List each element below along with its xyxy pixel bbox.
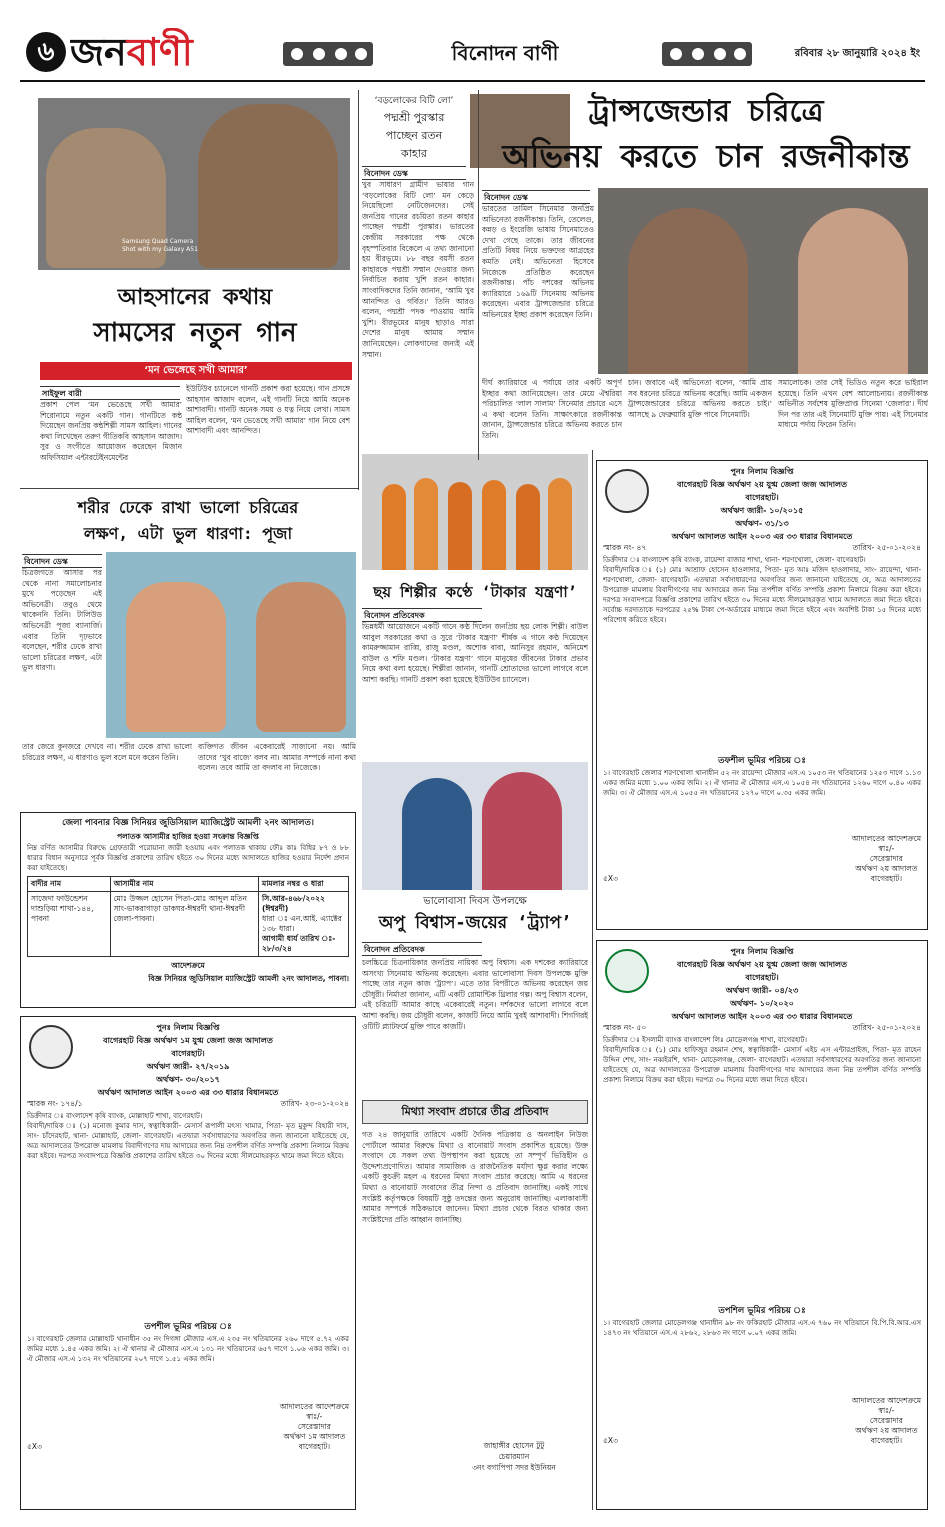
headline-trap-2: অপু বিশ্বাস-জয়ের ‘ট্র্যাপ’	[378, 913, 572, 933]
auction-notice-3	[596, 940, 928, 1510]
film-reel-icon	[283, 42, 373, 66]
sign-line: আদালতের আদেশক্রমে	[851, 1396, 921, 1405]
notice-court: বাগেরহাট বিজ্ঞ অর্থঋণ ২য় যুগ্ম জেলা জজ আদালত	[677, 960, 847, 969]
photo-person	[548, 478, 572, 570]
article-body-rajini-3: চান। জবাবে এই অভিনেতা বলেন, ‘আমি প্রায় সব ধরনের চরিত্রে অভিনয় করেছি। আমি একজন ট্রান্সজেন্ডারের চরিত্রে অভিনয় করতে চাই।’ আসছে ৯ ফেব্রুয়ারি মুক্তি পাবে সিনেমাটি।	[628, 378, 772, 419]
article-body-puja-1: চিত্রজগতে আসার পর থেকে নানা সমালোচনার মুখে পড়েছেন এই অভিনেত্রী। তবুও থেমে থাকেননি তিনি। টালিউড অভিনেত্রী পূজা ব্যানার্জি। এবার তিনি দৃঢ়ভাবে বলেছেন, শরীর ঢেকে রাখা ভালো চরিত্রের লক্ষণ, এটা ভুল ধারণা।	[22, 568, 102, 673]
case-execution: অর্থঋণ জারী- ১০/২০১৫	[720, 506, 804, 515]
notice-lead: নিম্ন বর্ণিত আসামীর বিরুদ্ধে গ্রেফতারী পরোয়ানা জারী হওয়ায় এবং পলাতক থাকায় ফৌঃ কাঃ বিধির ৮৭ ও ৮৮ ধারার বিধান অনুসারে পূর্বক বিজ্ঞপ্তি প্রকাশের তারিখ হইতে ৩০ দিনের মধ্যে আদালতে হাজির হওয়ার নির্দেশ প্রদান করা যাইতেছে।	[27, 844, 349, 872]
sign-line: বাগেরহাট।	[870, 874, 903, 883]
auction-notice-1	[596, 460, 928, 930]
article-body-trap: চলচ্চিত্রে চিত্রনায়িকার জনপ্রিয় নায়িকা অপু বিশ্বাস। এক দশকের ক্যারিয়ারে অসংখ্য সিনেমায় অভিনয় করেছেন। এবার ভালোবাসা দিবস উপলক্ষে মুক্তি পাচ্ছে তার নতুন কাজ ‘ট্র্যাপ’। এতে তার বিপরীতে অভিনয় করেছেন জয় চৌধুরী। নির্মাতা জানান, এটি একটি রোমান্টিক থ্রিলার গল্প। অপু বিশ্বাস বলেন, এই চরিত্রটি আমার কাছে একেবারেই নতুন। দর্শকদের ভালো লাগবে বলে আশা করছি। জয় চৌধুরী বলেন, কাজটি নিয়ে আমি খুবই আশাবাদী। শিগগিরই ওটিটি প্ল্যাটফর্মে মুক্তি পাবে কাজটি।	[362, 958, 588, 1031]
notice-body: বিবাদী/দায়িক ঃ (১) মোঃ আশ্রাফ হোসেন হাওলাদার, পিতা- মৃত আঃ মজিদ হাওলাদার, সাং- রায়েন্দা, থানা- শরণখোলা, জেলা- বাগেরহাট। এতদ্বারা সর্বসাধারণের অবগতির জন্য জানানো যাইতেছে যে, অত্র আদালতের উপরোক্ত মামলায় বিবাদীগণের দায় আদায়ের জন্য নিম্ন তপশীল বর্ণিত সম্পত্তি প্রকাশ্য নিলামে বিক্রয় করা হইবে। দরপত্র সংবাদপত্রে বিজ্ঞপ্তি প্রকাশের তারিখ হইতে ৩০ দিনের মধ্যে সীলমোহরকৃত খামে আদালতে জমা দিতে হইবে। সর্বোচ্চ দরদাতাকে দরপত্রের ২৫% টাকা পে-অর্ডারের মাধ্যমে জমা দিতে হইবে এবং অবশিষ্ট টাকা ১৫ দিনের মধ্যে পরিশোধ করিতে হইবে।	[603, 566, 921, 624]
court-seal-icon	[29, 1025, 73, 1069]
article-body-rajini-2: দীর্ঘ ক্যারিয়ারে এ পর্যায়ে তার একটি অপূর্ণ ইচ্ছার কথা জানিয়েছেন। তার মেয়ে ঐশ্বরিয়া পরিচালিত ‘লাল সালাম’ সিনেমার প্রচারে এসে এ কথা বলেন তিনি। সাক্ষাৎকারে রজনীকান্ত জানান, ট্রান্সজেন্ডার চরিত্রে অভিনয় করতে চান তিনি।	[482, 378, 622, 440]
notice-body: বিবাদী/দায়িক ঃ (১) মোঃ হাফিজুর রহমান শেখ, স্বত্বাধিকারী- মেসার্স এইচ এস এন্টারপ্রাইজ, পিতা- মৃত রাহেন উদ্দিন শেখ, সাং- নব্বইরশি, থানা- মোড়েলগঞ্জ, জেলা- বাগেরহাট। এতদ্বারা সর্বসাধারণের অবগতির জন্য জানানো যাইতেছে যে, অত্র আদালতের উপরোক্ত মামলায় বিবাদীগণের দায় আদায়ের জন্য নিম্ন তপশীল বর্ণিত সম্পত্তি প্রকাশ্য নিলামে বিক্রয় করা হইবে। দরপত্র ৩০ দিনের মধ্যে জমা দিতে হইবে।	[603, 1046, 921, 1084]
story-photo-puja	[106, 552, 356, 738]
notice-place: বাগেরহাট।	[745, 493, 779, 502]
photo-person	[198, 104, 338, 268]
photo-person	[482, 772, 562, 890]
photo-person	[402, 778, 472, 890]
article-body-protest: গত ২৪ জানুয়ারি তারিখে একটি দৈনিক পত্রিকায় ও অনলাইন নিউজ পোর্টালে আমার বিরুদ্ধে মিথ্যা ও বানোয়াট সংবাদ প্রকাশিত হয়েছে। উক্ত সংবাদে যে সকল তথ্য উপস্থাপন করা হয়েছে তা সম্পূর্ণ ভিত্তিহীন ও উদ্দেশ্যপ্রণোদিত। আমার সামাজিক ও রাজনৈতিক মর্যাদা ক্ষুণ্ণ করার লক্ষ্যে একটি কুচক্রী মহল এ ধরনের মিথ্যা সংবাদ প্রচার করেছে। আমি এ ধরনের মিথ্যা ও বানোয়াট সংবাদের তীব্র নিন্দা ও প্রতিবাদ জানাচ্ছি। একই সাথে সংশ্লিষ্ট কর্তৃপক্ষকে বিষয়টি সুষ্ঠু তদন্তের জন্য অনুরোধ জানাচ্ছি। এলাকাবাসী আমার সম্পর্কে সঠিকভাবে জানেন। মিথ্যা প্রচার থেকে বিরত থাকার জন্য সংশ্লিষ্টদের প্রতি আহ্বান জানাচ্ছি।	[362, 1130, 588, 1224]
brand-logo	[70, 28, 260, 76]
memo-number: স্মারক নং- ৪৭	[603, 543, 647, 552]
column-divider	[592, 450, 593, 1510]
notice-subtitle: পলাতক আসামীর হাজির হওয়া সংক্রান্ত বিজ্ঞপ্তি	[117, 832, 259, 841]
accused-cell: মোঃ উজ্জল হোসেন পিতা-মোঃ আব্দুল মতিন সাং-ভাকরাগাড়া ডাকঘর-ঈশ্বরদী থানা-ঈশ্বরদী জেলা-পাবনা।	[110, 892, 258, 957]
notice-title: পুনঃ নিলাম বিজ্ঞপ্তি	[730, 947, 794, 956]
story-photo-somos	[38, 98, 350, 270]
sign-line: অর্থঋণ ২য় আদালত	[855, 864, 918, 873]
notice-court: বাগেরহাট বিজ্ঞ অর্থঋণ ১ম যুগ্ম জেলা জজ আদালত	[103, 1036, 273, 1045]
sign-line: আদালতের আদেশক্রমে	[851, 834, 921, 843]
schedule-body: ১। বাগেরহাট জেলার মোড়েলগঞ্জ থানাধীন ৯৮ নং ফকিরহাট মৌজার এস.এ ৭৬০ নং খতিয়ানে বি.পি.বি.আর.এস ১৪৭৩ নং খতিয়ানে এস.এ ২৮৬২, ২৮৬৩ নং দাগে ০.০৭ একর জমি।	[603, 1319, 921, 1337]
notice-act: অর্থঋণ আদালত আইন ২০০৩ এর ৩৩ ধারার বিধানমতে	[97, 1088, 279, 1097]
story-photo-rajini	[598, 188, 928, 374]
page-number-badge: ৬	[26, 32, 66, 72]
section-title: বিনোদন বাণী	[451, 41, 559, 65]
photo-person	[382, 484, 406, 570]
article-body-rajini-4: সমালোচক। তার সেই ভিডিও নতুন করে ভাইরাল হয়েছে। তিনি এখন বেশ আলোচনায়। রজনীকান্ত অভিনীত সর্বশেষ মুক্তিপ্রাপ্ত সিনেমা ‘জেলার’। দীর্ঘ দিন পর তার এই সিনেমাটি মুক্তি পায়। এই সিনেমার মাধ্যমে পর্দায় ফিরেন তিনি।	[778, 378, 928, 430]
notice-place: বাগেরহাট।	[171, 1049, 205, 1058]
schedule-body: ১। বাগেরহাট জেলার মোল্লাহাট থানাধীন ৩৫ নং দিগঙ্গা মৌজার এস.এ ২৩৫ নং খতিয়ানের ২৬০ দাগে ৫.৭২ একর জমির মধ্যে ১.৪৫ একর জমি। ২। ঐ থানার ঐ মৌজার এস.এ ১৩১ নং খতিয়ানের ৬৫৭ দাগে ১.০৬ একর জমি। ৩। ঐ মৌজার এস.এ ১৩২ নং খতিয়ানের ২০৭ দাগে ১.৫১ একর জমি।	[27, 1335, 349, 1363]
sign-line: সেরেস্তাদার	[297, 1422, 331, 1431]
signature-role: চেয়ারম্যান	[498, 1452, 530, 1461]
schedule-title: তফশীল ভূমির পরিচয় ঃ	[718, 756, 806, 766]
photo-person	[516, 484, 540, 570]
table-header: বাদীর নাম	[28, 877, 111, 892]
court-seal-icon	[605, 469, 649, 513]
brand-logo-part-a: জন	[70, 30, 127, 74]
byline-trap: বিনোদন প্রতিবেদক	[362, 942, 482, 956]
notice-title: পুনঃ নিলাম বিজ্ঞপ্তি	[156, 1023, 220, 1032]
column-divider	[478, 90, 479, 460]
photo-person	[628, 208, 748, 374]
story-photo-singers	[362, 454, 588, 570]
headline-rajini-2: অভিনয় করতে চান রজনীকান্ত	[502, 137, 910, 175]
case-suit: অর্থঋণ- ১০/২০২০	[730, 999, 794, 1008]
sign-line: সেরেস্তাদার	[869, 1416, 903, 1425]
notice-body: বিবাদী/দায়িক ঃ (১) মনোজ কুমার দাস, স্বত্বাধিকারী- মেসার্স রূপালী মৎস্য খামার, পিতা- মৃত মুকুন্দ বিহারী দাস, সাং- চাঁদেরহাট, থানা- মোল্লাহাট, জেলা- বাগেরহাট। এতদ্বারা সর্বসাধারণের অবগতির জন্য জানানো যাইতেছে যে, অত্র আদালতের উপরোক্ত মামলায় বিবাদীগণের দায় আদায়ের জন্য নিম্ন তপশীল বর্ণিত সম্পত্তি প্রকাশ্য নিলামে বিক্রয় করা হইবে। দরপত্র সংবাদপত্রে বিজ্ঞপ্তি প্রকাশের তারিখ হইতে ৩০ দিনের মধ্যে সীলমোহরকৃত খামে জমা দিতে হইবে।	[27, 1122, 349, 1160]
article-body-puja-2: তার জেরে কুনজরে দেখবে না। শরীর ঢেকে রাখা ভালো চরিত্রের লক্ষণ, এ ধারণাও ভুল বলে মনে করেন তিনি।	[22, 742, 192, 762]
sign-line: অর্থঋণ ২য় আদালত	[855, 1426, 918, 1435]
notice-date: তারিখ- ২৩-০১-২০২৪	[280, 1099, 349, 1108]
headline-ratan-4: কাহার	[401, 147, 427, 160]
notice-court: বিজ্ঞ সিনিয়র জুডিসিয়াল ম্যাজিস্ট্রেট আমলী ২নং আদালত, পাবনা।	[148, 974, 349, 983]
case-execution: অর্থঋণ জারী- ০৪/২৩	[725, 986, 799, 995]
issue-date: রবিবার ২৮ জানুয়ারি ২০২৪ ইং	[794, 48, 920, 59]
decree-holder: ডিক্রীদার ঃ বাংলাদেশ কৃষি ব্যাংক, মোল্লাহাট শাখা, বাগেরহাট।	[27, 1112, 203, 1120]
headline-somos-2: সামসের নতুন গান	[93, 318, 297, 348]
byline-singers: বিনোদন প্রতিবেদক	[362, 608, 482, 622]
notice-footer: আদেশক্রমে	[171, 961, 205, 970]
memo-number: স্মারক নং- ৫০	[603, 1023, 647, 1032]
bank-logo-icon	[605, 949, 649, 993]
decree-holder: ডিক্রীদার ঃ বাংলাদেশ কৃষি ব্যাংক, রায়েন্দা বাজার শাখা, থানা- শরণখোলা, জেলা- বাগেরহাট।	[603, 556, 866, 564]
sign-line: বাগেরহাট।	[298, 1442, 331, 1451]
headline-ratan-3: পাচ্ছেন রতন	[385, 129, 443, 142]
photo-person	[798, 208, 908, 374]
byline-ratan: বিনোদন ডেস্ক	[362, 166, 466, 180]
headline-trap-1: ভালোবাসা দিবস উপলক্ষে	[423, 896, 527, 907]
court-notice-pabna	[20, 812, 356, 1008]
headline-rajini-1: ট্রান্সজেন্ডার চরিত্রে	[588, 94, 824, 129]
protest-signature	[440, 1440, 588, 1488]
subhead-banner-somos: ‘মন ভেঙ্গেছে সখী আমার’	[40, 362, 352, 380]
photo-person	[482, 480, 506, 570]
schedule-title: তপশীল ভূমির পরিচয় ঃ	[144, 1322, 232, 1332]
headline-puja-2: লক্ষণ, এটা ভুল ধারণা: পূজা	[83, 524, 293, 543]
sign-line: বাগেরহাট।	[870, 1436, 903, 1445]
byline-rajini: বিনোদন ডেস্ক	[482, 190, 590, 204]
sign-line: স্বাঃ/-	[306, 1412, 323, 1421]
masthead-rule	[20, 80, 925, 82]
photo-caption: Samsung Quad Camera Shot with my Galaxy A51	[122, 238, 198, 253]
case-cell	[259, 892, 349, 957]
case-suit: অর্থঋণ- ৩১/১৩	[735, 519, 789, 528]
headline-ratan-2: পদ্মশ্রী পুরস্কার	[383, 111, 445, 124]
notice-act: অর্থঋণ আদালত আইন ২০০৩ এর ৩৩ ধারার বিধানমতে	[671, 532, 853, 541]
notice-size: ৫X৩	[603, 874, 618, 883]
film-reel-icon	[662, 42, 752, 66]
table-header: মামলার নম্বর ও ধারা	[259, 877, 349, 892]
auction-notice-2	[20, 1016, 356, 1510]
case-suit: অর্থঋণ- ৩০/২০১৭	[156, 1075, 220, 1084]
next-date: আগামী ধার্য তারিখ ঃ- ২৮/৩/২৪	[262, 934, 336, 953]
notice-title: জেলা পাবনার বিজ্ঞ সিনিয়র জুডিসিয়াল ম্যাজিস্ট্রেট আমলী ২নং আদালত।	[62, 818, 314, 828]
brand-logo-part-b: বাণী	[126, 30, 193, 74]
notice-date: তারিখ- ২৫-০১-২০২৪	[852, 543, 921, 552]
plaintiff-cell: সাজেদা ফাউন্ডেশন দাশুড়িয়া শাখা-১৪৪, পাবনা	[28, 892, 111, 957]
article-body-rajini-1: ভারতের তামিল সিনেমার জনপ্রিয় অভিনেতা রজনীকান্ত। তিনি, তেলেগু, কন্নড় ও ইংরেজি ভাষায় সিনেমাতেও দেখা গেছে তাকে। তার জীবনের প্রতিটি বিষয় নিয়ে ভক্তদের আগ্রহের কমতি নেই। অভিনেতা হিসেবে নিজেকে প্রতিষ্ঠিত করেছেন রজনীকান্ত। পাঁচ দশকের অভিনয় ক্যারিয়ারে ১৬৯টি সিনেমায় অভিনয় করেছেন। এবার ট্রান্সজেন্ডার চরিত্রে অভিনয়ের ইচ্ছা প্রকাশ করেছেন তিনি।	[482, 204, 594, 319]
masthead	[0, 0, 945, 82]
notice-place: বাগেরহাট।	[745, 973, 779, 982]
article-body-singers: ভিন্নধর্মী আয়োজনে একটি গানে কণ্ঠ দিলেন জনপ্রিয় ছয় লোক শিল্পী। বাউল আবুল সরকারের কথা ও সুরে ‘টাকার যন্ত্রণা’ শীর্ষক এ গানে কণ্ঠ দিয়েছেন কামরুজ্জামান রাব্বি, রাজু মণ্ডল, অশোক বাবা, আনিসুর রহমান, অনিমেশ বাউল ও শফি মণ্ডল। ‘টাকার যন্ত্রণা’ গানে মানুষের জীবনের টাকার প্রভাব নিয়ে কথা বলা হয়েছে। শিল্পীরা জানান, গানটি শ্রোতাদের ভালো লাগবে বলে আশা করছি। গানটি প্রকাশ করা হয়েছে ইউটিউব চ্যানেলে।	[362, 622, 588, 684]
notice-size: ৫X৩	[603, 1436, 618, 1445]
headline-protest: মিথ্যা সংবাদ প্রচারে তীব্র প্রতিবাদ	[362, 1100, 588, 1124]
sign-line: অর্থঋণ ১ম আদালত	[283, 1432, 346, 1441]
article-body-puja-3: ব্যক্তিগত জীবন একেবারেই সাজানো নয়। আমি তাদের ‘খুব বাজে’ বলব না। আমার সম্পর্কে নানা কথা বলেন। তবে আমি তা বদলাব না নিজেকে।	[198, 742, 356, 773]
notice-size: ৫X৩	[27, 1442, 42, 1451]
signature-name: জাহাঙ্গীর হোসেন টুটু	[483, 1441, 545, 1450]
schedule-title: তপশিল ভূমির পরিচয় ঃ	[718, 1306, 806, 1316]
notice-title: পুনঃ নিলাম বিজ্ঞপ্তি	[730, 467, 794, 476]
headline-somos-1: আহসানের কথায়	[117, 285, 273, 310]
article-body-ratan: খুব সাধারণ গ্রামীণ ভাষার গান ‘বড়লোকের বিটি লো’ মন কেড়ে নিয়েছিলো নেটিজেনদের। সেই জনপ্রিয় গানের রচয়িতা রতন কাহার পাচ্ছেন পদ্মশ্রী পুরস্কার। ভারতের কেন্দ্রীয় সরকারের পক্ষ থেকে বৃহস্পতিবার বিকেলে এ তথ্য জানানো হয় বীরভূমে। ৮৮ বছর বয়সী রতন কাহারকে পদ্মশ্রী সম্মান দেওয়ার জন্য নির্বাচিত করায় খুশি রতন কাহার। সাংবাদিকদের তিনি জানান, ‘আমি খুব আনন্দিত ও গর্বিত।’ তিনি আরও বলেন, পদ্মশ্রী পদক পাওয়ায় আমি খুশি। বীরভূমের মানুষ ছাড়াও সারা দেশের মানুষ আমায় সম্মান জানিয়েছেন। লোকগানের জন্যই এই সম্মান।	[362, 180, 474, 359]
photo-person	[448, 482, 472, 570]
photo-person	[256, 582, 346, 732]
notice-court: বাগেরহাট বিজ্ঞ অর্থঋণ ২য় যুগ্ম জেলা জজ আদালত	[677, 480, 847, 489]
headline-puja-1: শরীর ঢেকে রাখা ভালো চরিত্রের	[77, 498, 299, 517]
notice-act: অর্থঋণ আদালত আইন ২০০৩ এর ৩৩ ধারার বিধানমতে	[671, 1012, 853, 1021]
photo-person	[414, 478, 438, 570]
case-execution: অর্থঋণ জারী- ২৭/২০১৯	[146, 1062, 230, 1071]
table-header: আসামীর নাম	[110, 877, 258, 892]
section-divider	[20, 488, 358, 489]
sign-line: স্বাঃ/-	[878, 1406, 895, 1415]
byline-puja: বিনোদন ডেস্ক	[22, 554, 102, 568]
notice-date: তারিখ- ২৫-০১-২০২৪	[852, 1023, 921, 1032]
schedule-body: ১। বাগেরহাট জেলার শরণখোলা থানাধীন ৫২ নং রায়েন্দা মৌজার এস.এ ১০৫৩ নং খতিয়ানের ১২৫৩ দাগে ১.১৩ একর জমির মধ্যে ১.০০ একর জমি। ২। ঐ থানার ঐ মৌজার এস.এ ১০৫৪ নং খতিয়ানের ১২৬০ দাগে ০.৪০ একর জমি। ৩। ঐ মৌজার এস.এ ১০৫৫ নং খতিয়ানের ১২৭০ দাগে ০.৩৫ একর জমি।	[603, 769, 921, 797]
photo-person	[126, 582, 226, 732]
case-number: সি.আর-৪৬৮/২০২২ (ঈশ্বরদী)	[262, 894, 325, 913]
sign-line: স্বাঃ/-	[878, 844, 895, 853]
headline-ratan-1: ‘বড়লোকের বিটি লো’	[374, 96, 454, 106]
byline-somos: সাইফুল বারী	[40, 386, 180, 400]
signature-place: ৩নং বগাপিপা সদর ইউনিয়ন	[472, 1463, 556, 1472]
case-section: ধারা ঃ এন.আই. এ্যাক্টের ১৩৮ ধারা।	[262, 914, 342, 933]
memo-number: স্মারক নং- ১৭৪/১	[27, 1099, 83, 1108]
article-body-somos-b: ইউটিউব চ্যানেলে গানটি প্রকাশ করা হয়েছে। গান প্রসঙ্গে আহসান আজাদ বলেন, এই গানটি নিয়ে আমি অনেক আশাবাদী। গানটি অনেক সময় ও যত্ন নিয়ে লেখা। সামস আহিল বলেন, ‘মন ভেঙেছে সখী আমার’ গান নিয়ে বেশ আশাবাদী এবং আনন্দিত।	[186, 384, 350, 436]
column-divider	[358, 90, 359, 490]
notice-table	[27, 876, 349, 957]
headline-singers: ছয় শিল্পীর কণ্ঠে ‘টাকার যন্ত্রণা’	[373, 583, 577, 601]
sign-line: সেরেস্তাদার	[869, 854, 903, 863]
sign-line: আদালতের আদেশক্রমে	[279, 1402, 349, 1411]
story-photo-trap	[362, 762, 588, 890]
decree-holder: ডিক্রীদার ঃ ইসলামী ব্যাংক বাংলাদেশ লিঃ মোড়েলগঞ্জ শাখা, বাগেরহাট।	[603, 1036, 807, 1044]
article-body-somos-a: প্রকাশ পেল ‘মন ভেঙেছে সখী আমার’ শিরোনামে নতুন একটি গান। গানটিতে কন্ঠ দিয়েছেন জনপ্রিয় কন্ঠশিল্পী সামস আহিল। গানের কথা লিখেছেন তরুণ গীতিকবি আহসান আজাদ। সুর ও সংগীতে আয়োজন করেছেন মিজান অফিসিয়াল এন্টারটেইনমেন্টের	[40, 400, 182, 462]
